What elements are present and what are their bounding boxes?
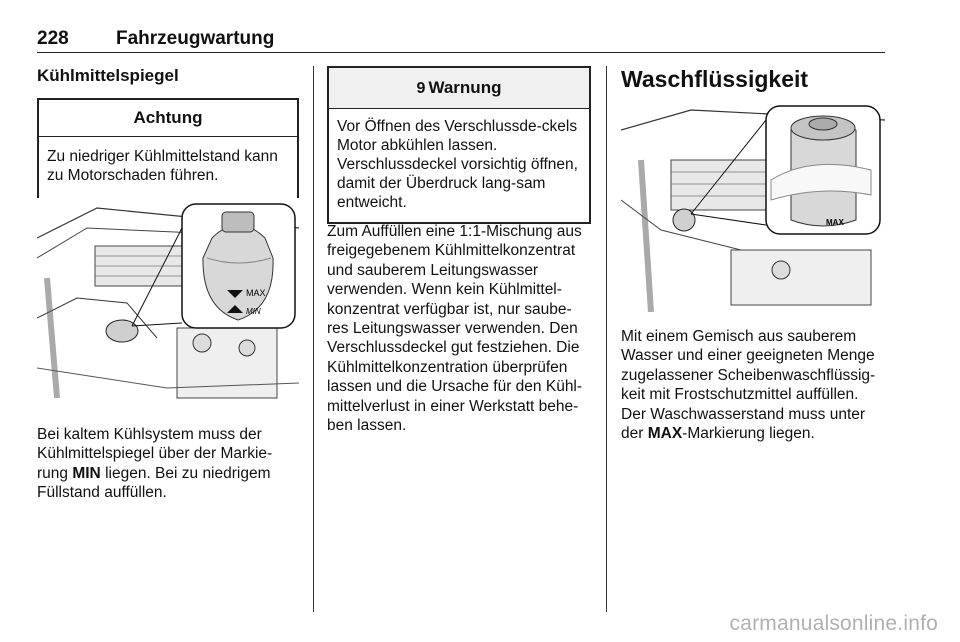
warning-triangle-icon: 9 (416, 80, 426, 97)
column-coolant (37, 66, 299, 209)
page-header (37, 28, 885, 53)
column-divider-right (606, 66, 607, 612)
caution-box (37, 98, 299, 209)
washer-heading: Waschflüssigkeit (621, 66, 809, 92)
coolant-instruction-pre: Bei kaltem Kühlsystem muss der Kühlmittelspiegel über der Markie-rung (37, 426, 273, 482)
washer-reservoir-figure (621, 100, 885, 312)
coolant-instruction (37, 425, 299, 503)
coolant-max-mark: MAX (246, 288, 266, 298)
washer-level-post: -Markierung liegen. (682, 425, 815, 443)
watermark-text: carmanualsonline.info (729, 612, 938, 635)
coolant-instruction-bold: MIN (72, 464, 101, 482)
coolant-min-mark: MIN (246, 307, 261, 316)
coolant-heading: Kühlmittelspiegel (37, 66, 179, 85)
page-title: Fahrzeugwartung (116, 28, 275, 49)
coolant-instruction-post: liegen. Bei zu niedrigem Füllstand auffüllen. (37, 464, 271, 502)
coolant-reservoir-figure (37, 198, 299, 410)
warning-text: Vor Öffnen des Verschlussde-ckels Motor abkühlen lassen. Verschlussdeckel vorsichtig öffnen, damit der Überdruck lang-sam entweicht. (337, 118, 578, 211)
warning-box (327, 66, 591, 224)
coolant-engine-illustration (37, 198, 299, 410)
washer-fill-instruction: Mit einem Gemisch aus sauberem Wasser und einer geeigneten Menge zugelassener Scheibenwaschflüssig-keit mit Frostschutzmittel auffüllen. (621, 328, 876, 404)
coolant-mix-instruction: Zum Auffüllen eine 1:1-Mischung aus freigegebenem Kühlmittelkonzentrat und sauberem Leitungswasser verwenden. Wenn kein Kühlmittel-konzentrat verfügbar ist, nur saube-res Leitungswasser verwenden. Den Verschlussdeckel gut festziehen. Die Kühlmittelkonzentration überprüfen lassen und die Ursache für den Kühl-mittelverlust in einer Werkstatt behe-ben lassen. (327, 223, 583, 435)
washer-engine-illustration (621, 100, 885, 312)
washer-level-instruction (621, 405, 885, 444)
washer-max-mark: MAX (826, 218, 844, 227)
washer-level-pre: Der Waschwasserstand muss unter der (621, 406, 866, 443)
washer-level-bold: MAX (647, 425, 683, 443)
warning-header (329, 68, 589, 109)
caution-title: Achtung (39, 100, 297, 137)
caution-text: Zu niedriger Kühlmittelstand kann zu Motorschaden führen. (47, 148, 278, 184)
column-divider-left (313, 66, 314, 612)
warning-title: Warnung (428, 78, 502, 97)
page-number: 228 (37, 28, 69, 49)
